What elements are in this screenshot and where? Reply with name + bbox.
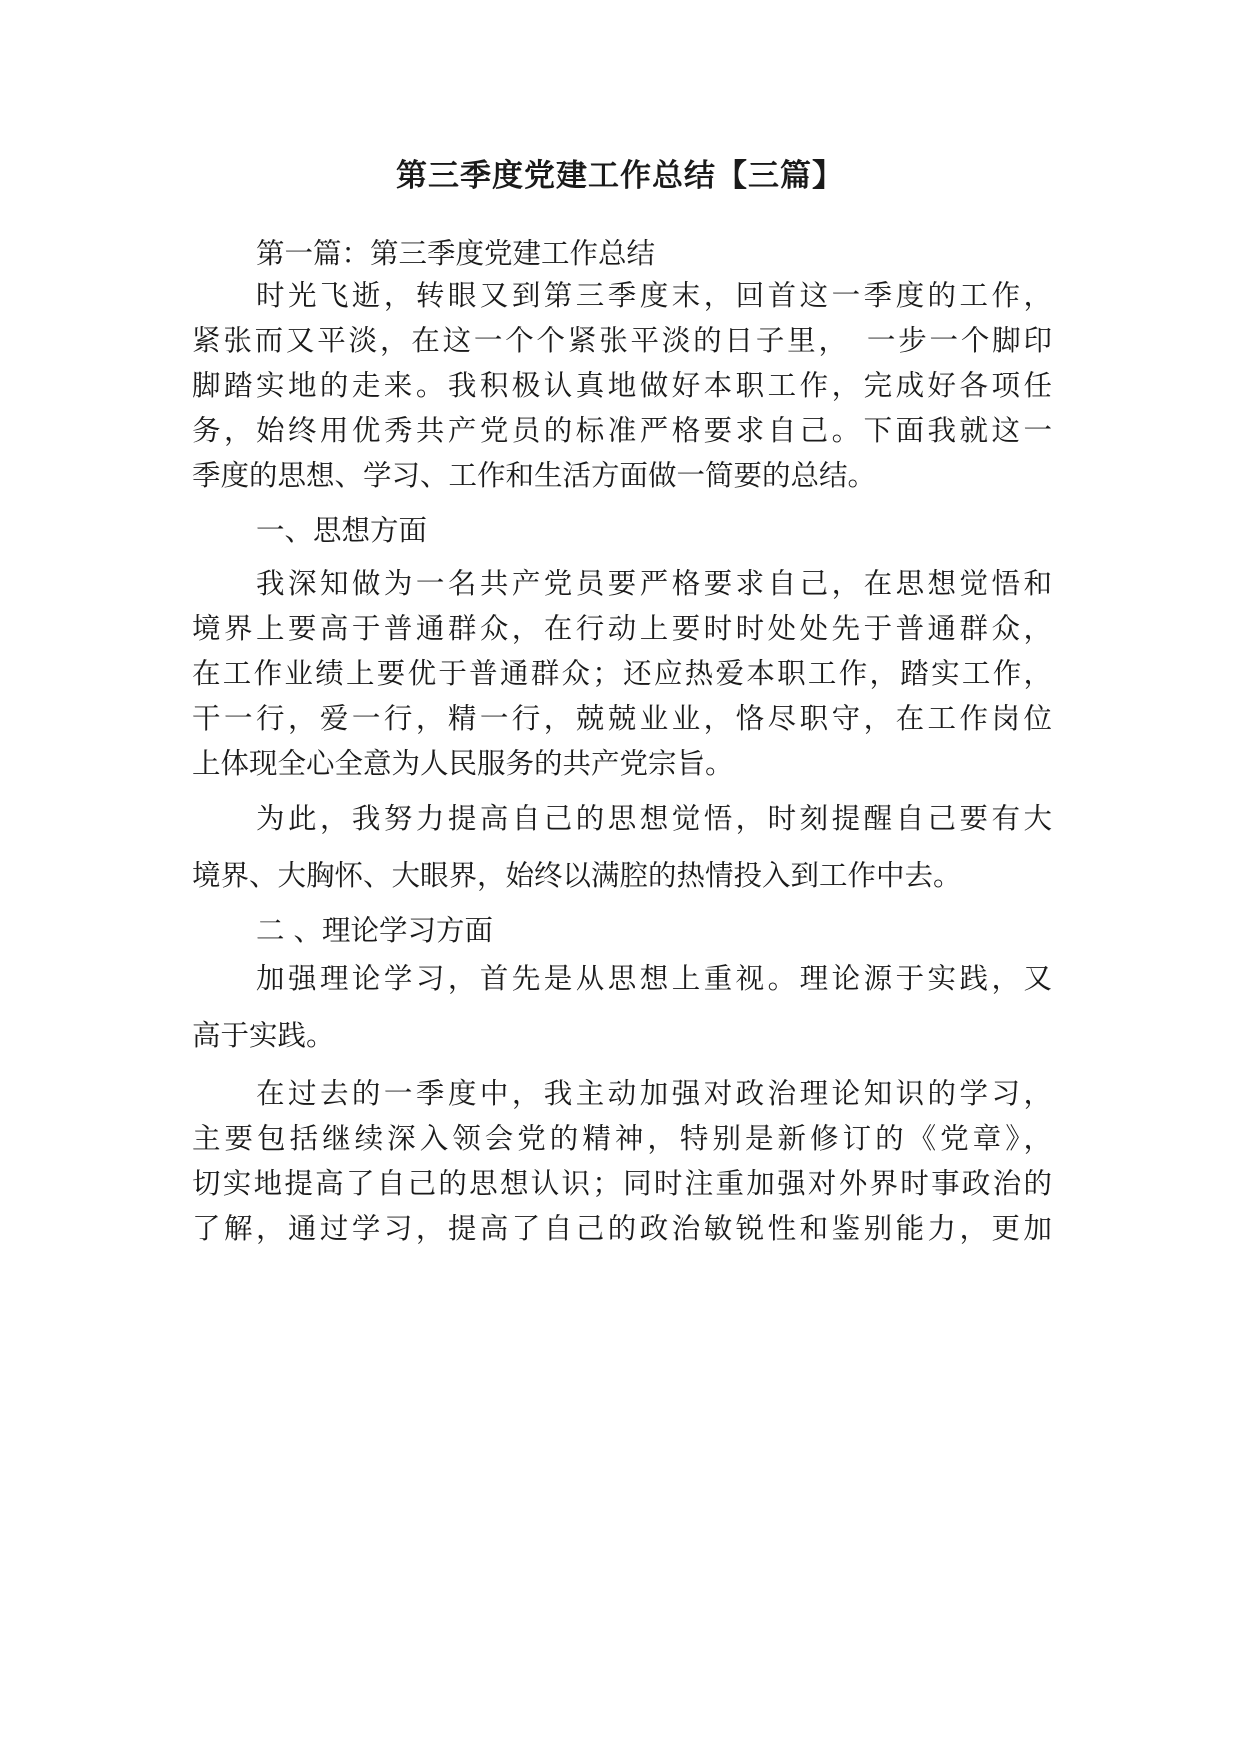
- paragraph-line: 了解，通过学习，提高了自己的政治敏锐性和鉴别能力，更加: [192, 1212, 1052, 1245]
- paragraph-line: 境界上要高于普通群众，在行动上要时时处处先于普通群众，: [192, 612, 1052, 645]
- document-title: 第三季度党建工作总结【三篇】: [396, 158, 844, 194]
- paragraph-line: 境界、大胸怀、大眼界，始终以满腔的热情投入到工作中去。: [192, 859, 962, 892]
- paragraph-line: 我深知做为一名共产党员要严格要求自己，在思想觉悟和: [256, 567, 1052, 600]
- paragraph-line: 切实地提高了自己的思想认识；同时注重加强对外界时事政治的: [192, 1167, 1052, 1200]
- section-heading: 一、思想方面: [256, 514, 428, 547]
- paragraph-line: 季度的思想、学习、工作和生活方面做一简要的总结。: [192, 459, 877, 492]
- paragraph-line: 主要包括继续深入领会党的精神，特别是新修订的《党章》，: [192, 1122, 1052, 1155]
- paragraph-line: 务，始终用优秀共产党员的标准严格要求自己。下面我就这一: [192, 414, 1052, 447]
- paragraph-line: 为此，我努力提高自己的思想觉悟，时刻提醒自己要有大: [256, 802, 1052, 835]
- paragraph-line: 在工作业绩上要优于普通群众；还应热爱本职工作，踏实工作，: [192, 657, 1052, 690]
- paragraph-line: 加强理论学习，首先是从思想上重视。理论源于实践，又: [256, 962, 1052, 995]
- paragraph-line: 时光飞逝，转眼又到第三季度末，回首这一季度的工作，: [256, 279, 1052, 312]
- paragraph-line: 干一行，爱一行，精一行，兢兢业业，恪尽职守，在工作岗位: [192, 702, 1052, 735]
- section-heading: 二 、理论学习方面: [256, 914, 494, 947]
- paragraph-line: 在过去的一季度中，我主动加强对政治理论知识的学习，: [256, 1077, 1052, 1110]
- paragraph-line: 上体现全心全意为人民服务的共产党宗旨。: [192, 747, 734, 780]
- paragraph-line: 高于实践。: [192, 1019, 335, 1052]
- paragraph-line: 紧张而又平淡，在这一个个紧张平淡的日子里， 一步一个脚印: [192, 324, 1052, 357]
- section-heading: 第一篇：第三季度党建工作总结: [256, 237, 656, 270]
- paragraph-line: 脚踏实地的走来。我积极认真地做好本职工作，完成好各项任: [192, 369, 1052, 402]
